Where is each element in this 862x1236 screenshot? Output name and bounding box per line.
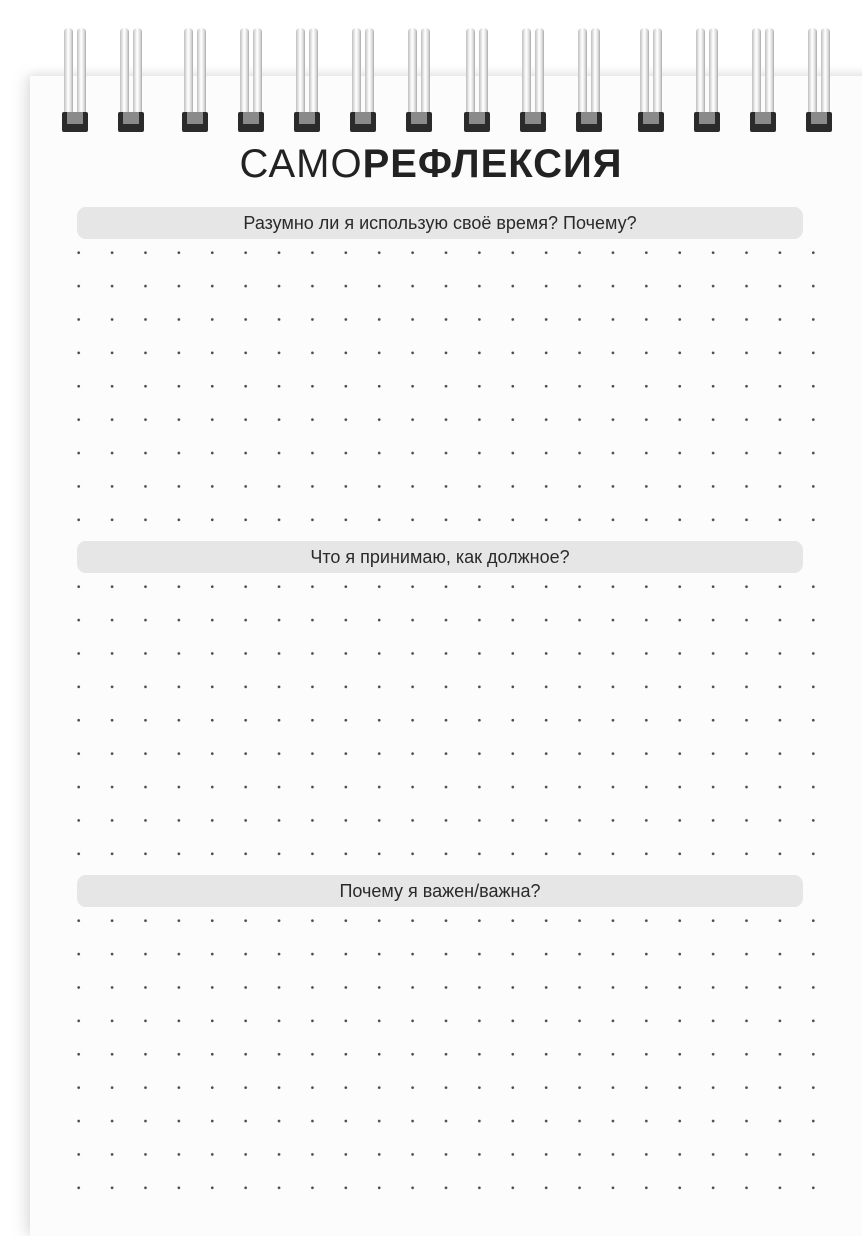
spiral-binding <box>0 0 862 135</box>
page-title-light: САМО <box>239 142 363 186</box>
page-title-bold: РЕФЛЕКСИЯ <box>362 142 623 186</box>
binding-ring <box>750 28 776 132</box>
binding-ring <box>464 28 490 132</box>
binding-ring <box>694 28 720 132</box>
binding-ring <box>62 28 88 132</box>
binding-ring <box>350 28 376 132</box>
question-label-1: Разумно ли я использую своё время? Почему? <box>77 207 803 239</box>
binding-ring <box>118 28 144 132</box>
dot-grid-answer-2[interactable] <box>62 570 822 870</box>
binding-ring <box>638 28 664 132</box>
binding-ring <box>294 28 320 132</box>
binding-ring <box>406 28 432 132</box>
binding-ring <box>238 28 264 132</box>
page-title <box>0 142 862 187</box>
binding-ring <box>806 28 832 132</box>
question-label-2: Что я принимаю, как должное? <box>77 541 803 573</box>
question-label-3: Почему я важен/важна? <box>77 875 803 907</box>
dot-grid-answer-1[interactable] <box>62 236 822 536</box>
binding-ring <box>576 28 602 132</box>
binding-ring <box>520 28 546 132</box>
binding-ring <box>182 28 208 132</box>
dot-grid-answer-3[interactable] <box>62 904 822 1200</box>
